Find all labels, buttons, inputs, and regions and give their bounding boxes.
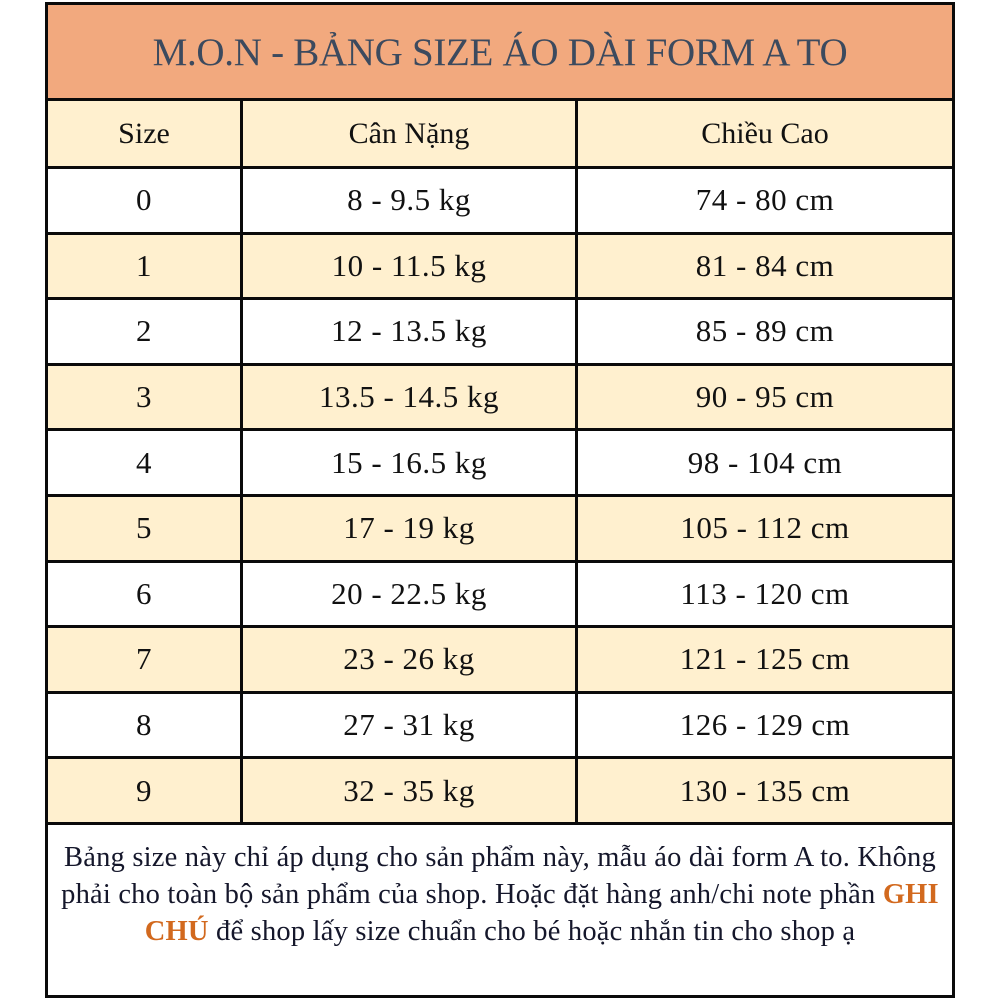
cell-size: 8 bbox=[136, 707, 152, 743]
table-row bbox=[48, 759, 952, 825]
header-weight: Cân Nặng bbox=[240, 101, 575, 166]
cell-weight: 15 - 16.5 kg bbox=[240, 431, 575, 494]
cell-size: 2 bbox=[136, 313, 152, 349]
table-header bbox=[48, 101, 952, 169]
cell-size: 9 bbox=[136, 772, 152, 808]
cell-weight: 23 - 26 kg bbox=[240, 628, 575, 691]
footer-highlight-ghi-chu: GHI CHÚ bbox=[144, 878, 939, 947]
cell-size: 1 bbox=[136, 247, 152, 283]
table-row bbox=[48, 563, 952, 629]
cell-size: 0 bbox=[136, 182, 152, 218]
cell-weight: 13.5 - 14.5 kg bbox=[240, 366, 575, 429]
table-row bbox=[48, 628, 952, 694]
cell-weight: 27 - 31 kg bbox=[240, 694, 575, 757]
cell-weight: 8 - 9.5 kg bbox=[240, 169, 575, 232]
table-row bbox=[48, 169, 952, 235]
cell-height: 81 - 84 cm bbox=[575, 235, 952, 298]
cell-size: 5 bbox=[136, 510, 152, 546]
cell-height: 74 - 80 cm bbox=[575, 169, 952, 232]
cell-weight: 17 - 19 kg bbox=[240, 497, 575, 560]
cell-weight: 12 - 13.5 kg bbox=[240, 300, 575, 363]
table-row bbox=[48, 497, 952, 563]
cell-weight: 20 - 22.5 kg bbox=[240, 563, 575, 626]
footer-note bbox=[48, 825, 952, 950]
cell-weight: 32 - 35 kg bbox=[240, 759, 575, 822]
header-size: Size bbox=[118, 116, 170, 150]
cell-height: 85 - 89 cm bbox=[575, 300, 952, 363]
table-row bbox=[48, 694, 952, 760]
cell-weight: 10 - 11.5 kg bbox=[240, 235, 575, 298]
table-row bbox=[48, 235, 952, 301]
cell-size: 4 bbox=[136, 444, 152, 480]
cell-height: 90 - 95 cm bbox=[575, 366, 952, 429]
cell-height: 126 - 129 cm bbox=[575, 694, 952, 757]
cell-height: 121 - 125 cm bbox=[575, 628, 952, 691]
cell-height: 113 - 120 cm bbox=[575, 563, 952, 626]
chart-title: M.O.N - BẢNG SIZE ÁO DÀI FORM A TO bbox=[152, 31, 848, 74]
table-row bbox=[48, 366, 952, 432]
footer-text-before: Bảng size này chỉ áp dụng cho sản phẩm này, mẫu áo dài form A to. Không phải cho toàn bộ sản phẩm của shop. Hoặc đặt hàng anh/chi note phần bbox=[61, 841, 936, 910]
table-row bbox=[48, 431, 952, 497]
cell-size: 7 bbox=[136, 641, 152, 677]
title-bar bbox=[48, 5, 952, 101]
cell-height: 105 - 112 cm bbox=[575, 497, 952, 560]
header-height: Chiều Cao bbox=[575, 101, 952, 166]
cell-height: 130 - 135 cm bbox=[575, 759, 952, 822]
table-row bbox=[48, 300, 952, 366]
size-chart bbox=[45, 2, 955, 998]
footer-text-after: để shop lấy size chuẩn cho bé hoặc nhắn tin cho shop ạ bbox=[208, 915, 856, 947]
cell-size: 3 bbox=[136, 379, 152, 415]
cell-size: 6 bbox=[136, 575, 152, 611]
cell-height: 98 - 104 cm bbox=[575, 431, 952, 494]
